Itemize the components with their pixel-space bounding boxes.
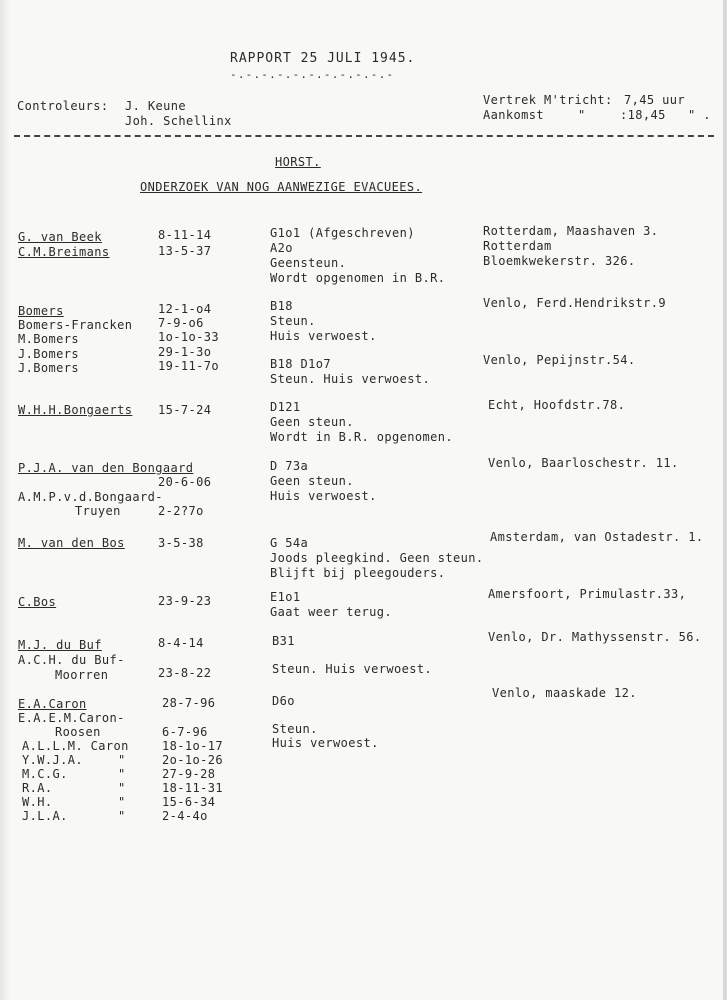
person-name: A.C.H. du Buf-: [18, 653, 125, 667]
birth-date: 20-6-06: [158, 475, 212, 489]
person-name: Y.W.J.A.: [22, 753, 83, 767]
address-line: Venlo, maaskade 12.: [492, 686, 637, 700]
birth-date: 7-9-o6: [158, 316, 204, 330]
controller-name-1: J. Keune: [125, 99, 186, 113]
code-note: Steun.: [270, 314, 316, 328]
code-note: A2o: [270, 241, 293, 255]
birth-date: 2-2?7o: [158, 504, 204, 518]
address-line: Venlo, Baarloschestr. 11.: [488, 456, 679, 470]
person-name: Truyen: [75, 504, 121, 518]
address-line: Rotterdam, Maashaven 3.: [483, 224, 659, 238]
code-note: Huis verwoest.: [270, 489, 377, 503]
code-note: Blijft bij pleegouders.: [270, 566, 446, 580]
birth-date: 18-11-31: [162, 781, 223, 795]
person-name: M. van den Bos: [18, 536, 125, 550]
birth-date: 6-7-96: [162, 725, 208, 739]
code-note: Steun. Huis verwoest.: [272, 662, 433, 676]
birth-date: 27-9-28: [162, 767, 216, 781]
person-name: C.Bos: [18, 595, 57, 609]
person-name: W.H.: [22, 795, 53, 809]
person-name: W.H.H.Bongaerts: [18, 403, 133, 417]
person-name: Bomers: [18, 304, 64, 318]
address-line: Venlo, Pepijnstr.54.: [483, 353, 636, 367]
code-note: E1o1: [270, 590, 301, 604]
person-name: M.C.G.: [22, 767, 68, 781]
birth-date: 13-5-37: [158, 244, 212, 258]
section-heading: ONDERZOEK VAN NOG AANWEZIGE EVACUEES.: [140, 180, 423, 194]
person-name: J.Bomers: [18, 347, 79, 361]
code-note: B18 D1o7: [270, 357, 331, 371]
ditto-mark: ": [118, 795, 126, 809]
ditto-mark: ": [118, 781, 126, 795]
code-note: D6o: [272, 694, 295, 708]
ditto-mark: ": [578, 108, 586, 122]
address-line: Echt, Hoofdstr.78.: [488, 398, 626, 412]
birth-date: 15-6-34: [162, 795, 216, 809]
arrival-label: Aankomst: [483, 108, 544, 122]
code-note: G1o1 (Afgeschreven): [270, 226, 415, 240]
page-edge-shadow: [0, 0, 10, 1000]
code-note: D 73a: [270, 459, 309, 473]
birth-date: 15-7-24: [158, 403, 212, 417]
code-note: Wordt opgenomen in B.R.: [270, 271, 446, 285]
birth-date: 19-11-7o: [158, 359, 219, 373]
code-note: Wordt in B.R. opgenomen.: [270, 430, 453, 444]
code-note: B18: [270, 299, 293, 313]
header-divider: [14, 135, 714, 137]
person-name: P.J.A. van den Bongaard: [18, 461, 194, 475]
person-name: M.J. du Buf: [18, 638, 102, 652]
code-note: Geen steun.: [270, 474, 354, 488]
person-name: A.M.P.v.d.Bongaard-: [18, 490, 163, 504]
place-heading: HORST.: [275, 155, 321, 169]
person-name: R.A.: [22, 781, 53, 795]
address-line: Amsterdam, van Ostadestr. 1.: [490, 530, 704, 544]
ditto-mark: ": [118, 767, 126, 781]
person-name: J.L.A.: [22, 809, 68, 823]
address-line: Venlo, Dr. Mathyssenstr. 56.: [488, 630, 702, 644]
birth-date: 8-11-14: [158, 228, 212, 242]
person-name: A.L.L.M. Caron: [22, 739, 129, 753]
person-name: Moorren: [55, 668, 109, 682]
person-name: E.A.E.M.Caron-: [18, 711, 125, 725]
person-name: C.M.Breimans: [18, 245, 110, 259]
address-line: Bloemkwekerstr. 326.: [483, 254, 636, 268]
controller-name-2: Joh. Schellinx: [125, 114, 232, 128]
birth-date: 1o-1o-33: [158, 330, 219, 344]
person-name: Roosen: [55, 725, 101, 739]
birth-date: 18-1o-17: [162, 739, 223, 753]
address-line: Amersfoort, Primulastr.33,: [488, 587, 687, 601]
code-note: Steun.: [272, 722, 318, 736]
birth-date: 12-1-o4: [158, 302, 212, 316]
birth-date: 29-1-3o: [158, 345, 212, 359]
title-underline-rule: -.-.-.-.-.-.-.-.-.-.-: [230, 68, 395, 81]
ditto-mark: ": [118, 753, 126, 767]
birth-date: 23-9-23: [158, 594, 212, 608]
code-note: Joods pleegkind. Geen steun.: [270, 551, 484, 565]
report-title: RAPPORT 25 JULI 1945.: [230, 51, 416, 66]
code-note: Geensteun.: [270, 256, 347, 270]
birth-date: 2-4-4o: [162, 809, 208, 823]
person-name: Bomers-Francken: [18, 318, 133, 332]
person-name: J.Bomers: [18, 361, 79, 375]
code-note: B31: [272, 634, 295, 648]
address-line: Rotterdam: [483, 239, 552, 253]
birth-date: 8-4-14: [158, 636, 204, 650]
birth-date: 2o-1o-26: [162, 753, 223, 767]
birth-date: 23-8-22: [158, 666, 212, 680]
arrival-time: :18,45: [620, 108, 666, 122]
ditto-mark: ": [118, 809, 126, 823]
departure-time: 7,45 uur: [624, 93, 685, 107]
code-note: Huis verwoest.: [270, 329, 377, 343]
code-note: Geen steun.: [270, 415, 354, 429]
person-name: E.A.Caron: [18, 697, 87, 711]
person-name: G. van Beek: [18, 230, 102, 244]
code-note: G 54a: [270, 536, 309, 550]
birth-date: 28-7-96: [162, 696, 216, 710]
arrival-suffix: " .: [688, 108, 711, 122]
controllers-label: Controleurs:: [17, 99, 109, 113]
person-name: M.Bomers: [18, 332, 79, 346]
code-note: D121: [270, 400, 301, 414]
code-note: Gaat weer terug.: [270, 605, 392, 619]
birth-date: 3-5-38: [158, 536, 204, 550]
code-note: Huis verwoest.: [272, 736, 379, 750]
departure-label: Vertrek M'tricht:: [483, 93, 613, 107]
address-line: Venlo, Ferd.Hendrikstr.9: [483, 296, 666, 310]
code-note: Steun. Huis verwoest.: [270, 372, 431, 386]
